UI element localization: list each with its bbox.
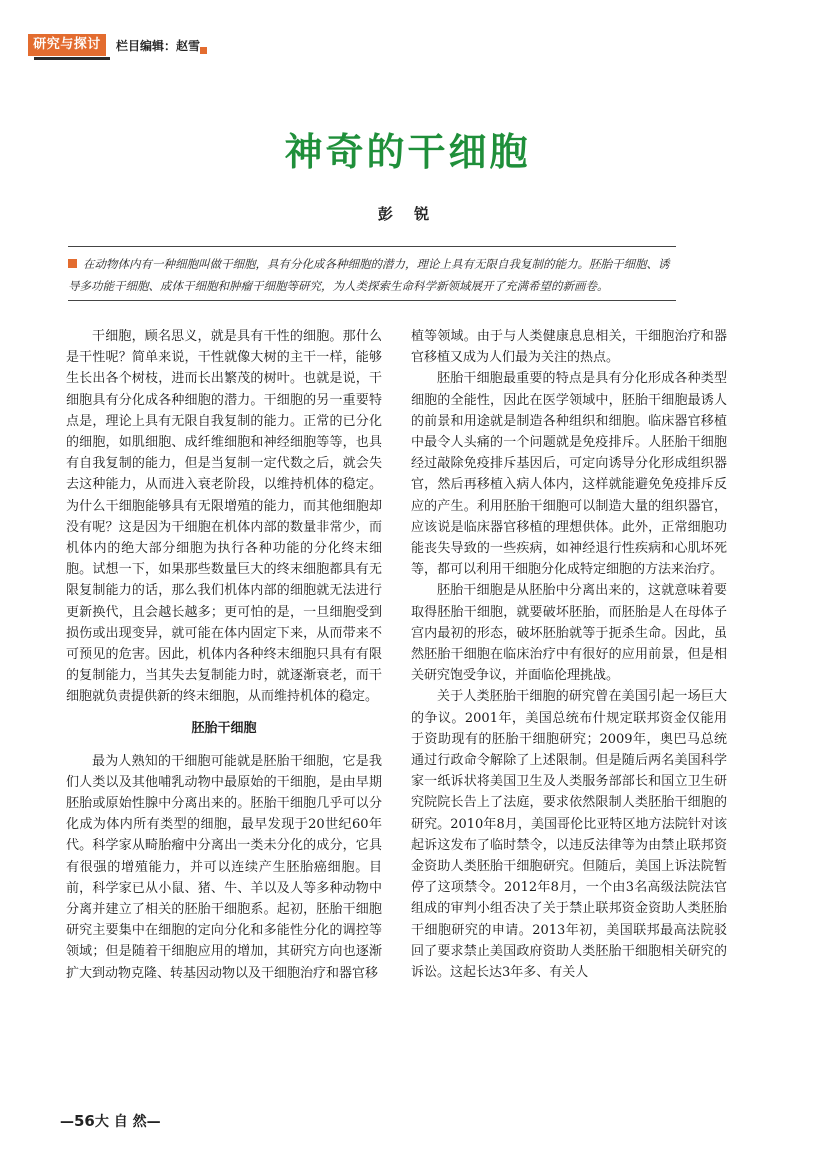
abstract <box>68 253 676 297</box>
abstract-text: 在动物体内有一种细胞叫做干细胞，具有分化成各种细胞的潜力，理论上具有无限自我复制的能力。胚胎干细胞、诱导多功能干细胞、成体干细胞和肿瘤干细胞等研究，为人类探索生命科学新领域展开了充满希望的新画卷。 <box>68 257 670 293</box>
footer-dash: — <box>146 1114 161 1130</box>
editor-marker-square <box>200 47 207 54</box>
abstract-top-rule <box>68 246 676 247</box>
body-paragraph: 最为人熟知的干细胞可能就是胚胎干细胞，它是我们人类以及其他哺乳动物中最原始的干细胞，是由早期胚胎或原始性腺中分离出来的。胚胎干细胞几乎可以分化成为体内所有类型的细胞，最早发现于20世纪60年代。科学家从畸胎瘤中分离出一类未分化的成分，它具有很强的增殖能力，并可以连续产生胚胎癌细胞。目前，科学家已从小鼠、猪、牛、羊以及人等多种动物中分离并建立了相关的胚胎干细胞系。起初，胚胎干细胞研究主要集中在细胞的定向分化和多能性分化的调控等领域；但是随着干细胞应用的增加，其研究方向也逐渐扩大到动物克隆、转基因动物以及干细胞治疗和器官移 <box>66 753 382 981</box>
page-footer <box>60 1112 161 1131</box>
article-author: 彭 锐 <box>377 205 438 223</box>
abstract-bullet-icon <box>68 259 77 268</box>
body-paragraph: 胚胎干细胞最重要的特点是具有分化形成各种类型细胞的全能性，因此在医学领域中，胚胎干细胞最诱人的前景和用途就是制造各种组织和细胞。临床器官移植中最令人头痛的一个问题就是免疫排斥。人胚胎干细胞经过敲除免疫排斥基因后，可定向诱导分化形成组织器官，然后再移植入病人体内，这样就能避免免疫排斥反应的产生。利用胚胎干细胞可以制造大量的组织器官，应该说是临床器官移植的理想供体。此外，正常细胞功能丧失导致的一些疾病，如神经退行性疾病和心肌坏死等，都可以利用干细胞分化成特定细胞的方法来治疗。 <box>411 371 727 578</box>
body-paragraph: 胚胎干细胞是从胚胎中分离出来的，这就意味着要取得胚胎干细胞，就要破坏胚胎，而胚胎是人在母体子宫内最初的形态，破坏胚胎就等于扼杀生命。因此，虽然胚胎干细胞在临床治疗中有很好的应用前景，但是相关研究饱受争议，并面临伦理挑战。 <box>411 583 727 684</box>
column-editor: 栏目编辑：赵雪 <box>116 39 201 53</box>
section-tag: 研究与探讨 <box>28 34 106 56</box>
footer-dash: — <box>60 1114 74 1130</box>
page-number: 56 <box>74 1112 95 1130</box>
abstract-bottom-rule <box>68 300 676 301</box>
article-title: 神奇的干细胞 <box>284 130 531 174</box>
section-heading: 胚胎干细胞 <box>191 720 257 736</box>
body-paragraph: 关于人类胚胎干细胞的研究曾在美国引起一场巨大的争议。2001年，美国总统布什规定联邦资金仅能用于资助现有的胚胎干细胞研究；2009年，奥巴马总统通过行政命令解除了上述限制。但是随后两名美国科学家一纸诉状将美国卫生及人类服务部部长和国立卫生研究院院长告上了法庭，要求依然限制人类胚胎干细胞的研究。2010年8月，美国哥伦比亚特区地方法院针对该起诉这发布了临时禁令，以违反法律等为由禁止联邦资金资助人类胚胎干细胞研究。但随后，美国上诉法院暂停了这项禁令。2012年8月，一个由3名高级法院法官组成的审判小组否决了关于禁止联邦资金资助人类胚胎干细胞研究的申请。2013年初，美国联邦最高法院驳回了要求禁止美国政府资助人类胚胎干细胞相关研究的诉讼。这起长达3年多、有关人 <box>411 689 727 981</box>
journal-name: 大 自 然 <box>94 1114 147 1130</box>
body-column-right <box>411 326 727 983</box>
body-column-left <box>66 326 382 984</box>
body-paragraph-continued: 植等领域。由于与人类健康息息相关，干细胞治疗和器官移植又成为人们最为关注的热点。 <box>411 329 727 366</box>
body-paragraph: 干细胞，顾名思义，就是具有干性的细胞。那什么是干性呢？简单来说，干性就像大树的主干一样，能够生长出各个树枝，进而长出繁茂的树叶。也就是说，干细胞具有分化成各种细胞的潜力。干细胞的另一重要特点是，理论上具有无限自我复制的能力。正常的已分化的细胞，如肌细胞、成纤维细胞和神经细胞等等，也具有自我复制的能力，但是当复制一定代数之后，就会失去这种能力，从而进入衰老阶段，以维持机体的稳定。为什么干细胞能够具有无限增殖的能力，而其他细胞却没有呢？这是因为干细胞在机体内部的数量非常少，而机体内的绝大部分细胞为执行各种功能的分化终末细胞。试想一下，如果那些数量巨大的终末细胞都具有无限复制能力的话，那么我们机体内部的细胞就无法进行更新换代，且会越长越多；更可怕的是，一旦细胞受到损伤或出现变异，就可能在体内固定下来，从而带来不可预见的危害。因此，机体内各种终末细胞只具有有限的复制能力，当其失去复制能力时，就逐渐衰老，而干细胞就负责提供新的终末细胞，从而维持机体的稳定。 <box>66 329 382 705</box>
